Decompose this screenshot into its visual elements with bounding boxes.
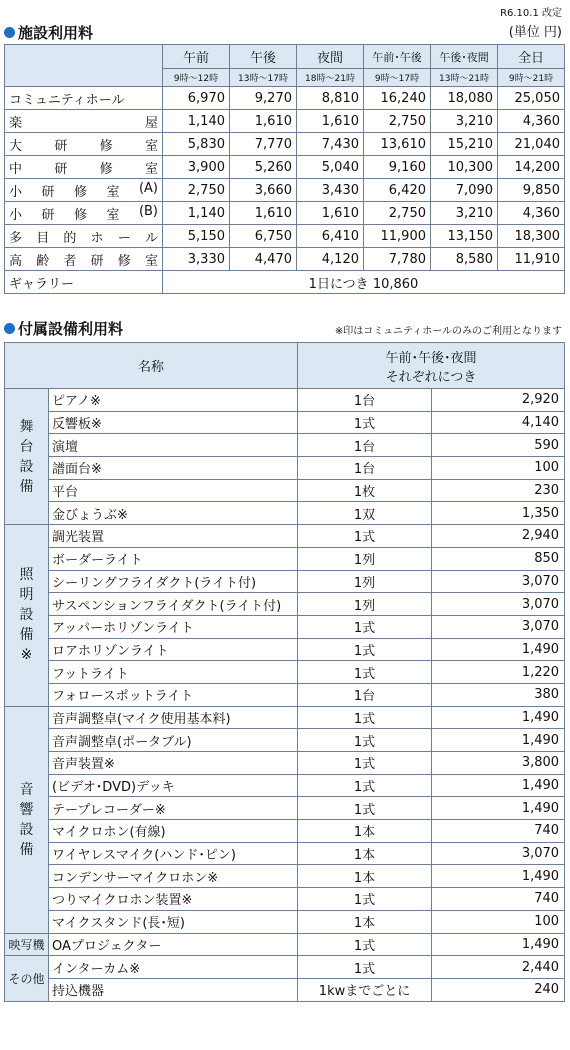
room-name-char: 齢 bbox=[36, 253, 50, 269]
equipment-name: 持込機器 bbox=[49, 978, 298, 1001]
revision-note: R6.10.1 改定 bbox=[500, 8, 562, 19]
gallery-row bbox=[5, 271, 565, 294]
group-label-char: 設 bbox=[19, 458, 34, 475]
col-header: 午後 bbox=[230, 45, 297, 69]
group-label: 映写機 bbox=[8, 937, 45, 952]
room-name bbox=[9, 181, 158, 200]
equipment-price: 1,490 bbox=[432, 933, 565, 956]
price-cell: 13,150 bbox=[431, 225, 498, 248]
group-label-char: 照 bbox=[19, 567, 34, 584]
price-cell: 2,750 bbox=[364, 202, 431, 225]
price-cell: 7,090 bbox=[431, 179, 498, 202]
price-cell: 6,410 bbox=[297, 225, 364, 248]
equipment-name: ワイヤレスマイク(ハンド･ピン) bbox=[49, 842, 298, 865]
group-label: その他 bbox=[8, 971, 45, 986]
room-name-char: 研 bbox=[54, 161, 68, 177]
equipment-name: (ビデオ･DVD)デッキ bbox=[49, 774, 298, 797]
room-name-char: 修 bbox=[99, 161, 113, 177]
group-label-cell bbox=[5, 956, 49, 1001]
price-cell: 1,610 bbox=[297, 110, 364, 133]
col-hours: 9時～17時 bbox=[364, 69, 431, 87]
equipment-name: 調光装置 bbox=[49, 525, 298, 548]
group-label-char: 備 bbox=[19, 478, 34, 495]
facility-fee-table bbox=[4, 44, 565, 294]
price-cell: 3,900 bbox=[163, 156, 230, 179]
equipment-qty: 1双 bbox=[298, 502, 432, 525]
room-name-char: 修 bbox=[117, 253, 131, 269]
room-name bbox=[9, 158, 158, 177]
room-name-cell bbox=[5, 271, 163, 294]
equipment-qty: 1式 bbox=[298, 797, 432, 820]
equipment-price: 4,140 bbox=[432, 411, 565, 434]
room-name-char: 屋 bbox=[144, 115, 158, 131]
equipment-price: 850 bbox=[432, 547, 565, 570]
equipment-row bbox=[5, 661, 565, 684]
price-cell: 3,430 bbox=[297, 179, 364, 202]
room-name-cell bbox=[5, 225, 163, 248]
equipment-price: 1,490 bbox=[432, 865, 565, 888]
equipment-qty: 1式 bbox=[298, 752, 432, 775]
equipment-row bbox=[5, 525, 565, 548]
equipment-fee-table bbox=[4, 342, 565, 1002]
equipment-qty: 1式 bbox=[298, 661, 432, 684]
room-name bbox=[9, 250, 158, 269]
equipment-name: つりマイクロホン装置※ bbox=[49, 888, 298, 911]
equipment-row bbox=[5, 502, 565, 525]
group-label-char: 舞 bbox=[19, 418, 34, 435]
room-name-cell bbox=[5, 110, 163, 133]
room-name: ギャラリー bbox=[9, 276, 75, 292]
equipment-qty: 1本 bbox=[298, 910, 432, 933]
equipment-qty: 1式 bbox=[298, 525, 432, 548]
price-cell: 1,610 bbox=[230, 202, 297, 225]
equipment-name: 譜面台※ bbox=[49, 457, 298, 480]
equipment-row bbox=[5, 434, 565, 457]
equipment-name: コンデンサーマイクロホン※ bbox=[49, 865, 298, 888]
price-cell: 5,040 bbox=[297, 156, 364, 179]
room-name-char: 室 bbox=[144, 138, 158, 154]
room-name-char: 研 bbox=[41, 184, 55, 200]
room-name: コミュニティホール bbox=[9, 92, 125, 108]
equipment-row bbox=[5, 411, 565, 434]
equipment-row bbox=[5, 752, 565, 775]
price-cell: 18,300 bbox=[498, 225, 565, 248]
equipment-qty: 1列 bbox=[298, 547, 432, 570]
room-name-char: ホ bbox=[90, 230, 104, 246]
price-cell: 1,140 bbox=[163, 110, 230, 133]
price-cell: 4,470 bbox=[230, 248, 297, 271]
price-cell: 2,750 bbox=[364, 110, 431, 133]
equipment-price: 2,440 bbox=[432, 956, 565, 979]
group-label-char: 備 bbox=[19, 627, 34, 644]
col-header: 夜間 bbox=[297, 45, 364, 69]
equipment-name: シーリングフライダクト(ライト付) bbox=[49, 570, 298, 593]
equipment-qty: 1式 bbox=[298, 888, 432, 911]
room-name bbox=[9, 204, 158, 223]
group-label-char: 設 bbox=[19, 821, 34, 838]
room-name-char: 高 bbox=[9, 253, 23, 269]
equipment-price: 3,070 bbox=[432, 615, 565, 638]
room-name-char: 室 bbox=[144, 161, 158, 177]
equipment-price: 1,220 bbox=[432, 661, 565, 684]
price-cell: 1,140 bbox=[163, 202, 230, 225]
equipment-price: 590 bbox=[432, 434, 565, 457]
equipment-row bbox=[5, 865, 565, 888]
group-label bbox=[5, 780, 48, 860]
price-cell: 4,360 bbox=[498, 202, 565, 225]
equipment-qty: 1式 bbox=[298, 956, 432, 979]
facility-row bbox=[5, 248, 565, 271]
equipment-name: フォロースポットライト bbox=[49, 683, 298, 706]
equipment-qty: 1本 bbox=[298, 842, 432, 865]
equipment-price: 3,070 bbox=[432, 593, 565, 616]
equipment-name: マイクスタンド(長･短) bbox=[49, 910, 298, 933]
equipment-qty: 1台 bbox=[298, 434, 432, 457]
price-cell: 6,970 bbox=[163, 87, 230, 110]
room-name-char: 中 bbox=[9, 161, 23, 177]
room-name bbox=[9, 112, 158, 131]
facility-row bbox=[5, 133, 565, 156]
equipment-price: 230 bbox=[432, 479, 565, 502]
room-name bbox=[9, 135, 158, 154]
price-header-line1: 午前･午後･夜間 bbox=[385, 350, 477, 366]
group-label-cell bbox=[5, 525, 49, 707]
price-cell: 11,900 bbox=[364, 225, 431, 248]
group-label bbox=[5, 565, 48, 665]
price-cell: 15,210 bbox=[431, 133, 498, 156]
equipment-header-row bbox=[5, 343, 565, 389]
group-label-char: 台 bbox=[19, 438, 34, 455]
equipment-qty: 1本 bbox=[298, 820, 432, 843]
room-name-char: ル bbox=[144, 230, 158, 246]
group-label-cell bbox=[5, 389, 49, 525]
equipment-qty: 1式 bbox=[298, 706, 432, 729]
equipment-row bbox=[5, 933, 565, 956]
price-cell: 8,580 bbox=[431, 248, 498, 271]
equipment-name: OAプロジェクター bbox=[49, 933, 298, 956]
room-name-cell bbox=[5, 87, 163, 110]
room-name-char: 修 bbox=[99, 138, 113, 154]
room-name-char: 大 bbox=[9, 138, 23, 154]
equipment-row bbox=[5, 638, 565, 661]
equipment-row bbox=[5, 706, 565, 729]
price-cell: 5,260 bbox=[230, 156, 297, 179]
room-name-cell bbox=[5, 202, 163, 225]
col-hours: 9時～12時 bbox=[163, 69, 230, 87]
equipment-price: 740 bbox=[432, 820, 565, 843]
price-cell: 10,300 bbox=[431, 156, 498, 179]
section-title-facility bbox=[4, 22, 93, 43]
equipment-row bbox=[5, 956, 565, 979]
section-title-equipment bbox=[4, 318, 123, 339]
equipment-qty: 1列 bbox=[298, 570, 432, 593]
room-name-char: ー bbox=[117, 230, 131, 246]
equipment-qty: 1本 bbox=[298, 865, 432, 888]
equipment-name: 音声装置※ bbox=[49, 752, 298, 775]
equipment-row bbox=[5, 389, 565, 412]
room-name-char: 小 bbox=[9, 207, 23, 223]
col-header: 午前 bbox=[163, 45, 230, 69]
equipment-price: 1,490 bbox=[432, 729, 565, 752]
price-cell: 3,210 bbox=[431, 110, 498, 133]
col-hours: 9時～21時 bbox=[498, 69, 565, 87]
group-label-cell bbox=[5, 933, 49, 956]
facility-row bbox=[5, 202, 565, 225]
equipment-name: ボーダーライト bbox=[49, 547, 298, 570]
equipment-name: サスペンションフライダクト(ライト付) bbox=[49, 593, 298, 616]
name-header: 名称 bbox=[5, 343, 298, 389]
room-name-char: (A) bbox=[138, 180, 158, 196]
price-cell: 5,150 bbox=[163, 225, 230, 248]
equipment-row bbox=[5, 729, 565, 752]
unit-label: (単位 円) bbox=[508, 25, 562, 40]
price-cell: 16,240 bbox=[364, 87, 431, 110]
equipment-qty: 1式 bbox=[298, 729, 432, 752]
room-name-cell bbox=[5, 156, 163, 179]
group-label-char: 明 bbox=[19, 587, 34, 604]
equipment-row bbox=[5, 615, 565, 638]
room-name bbox=[9, 227, 158, 246]
room-name-char: 修 bbox=[73, 207, 87, 223]
group-label-char: ※ bbox=[20, 647, 33, 664]
group-label-char: 備 bbox=[19, 841, 34, 858]
equipment-name: ロアホリゾンライト bbox=[49, 638, 298, 661]
col-hours: 18時～21時 bbox=[297, 69, 364, 87]
price-cell: 1,610 bbox=[297, 202, 364, 225]
price-cell: 4,360 bbox=[498, 110, 565, 133]
equipment-price: 2,940 bbox=[432, 525, 565, 548]
group-label-cell bbox=[5, 706, 49, 933]
equipment-price: 1,350 bbox=[432, 502, 565, 525]
equipment-row bbox=[5, 683, 565, 706]
room-name-char: 研 bbox=[41, 207, 55, 223]
equipment-qty: 1列 bbox=[298, 593, 432, 616]
equipment-name: ピアノ※ bbox=[49, 389, 298, 412]
equipment-row bbox=[5, 842, 565, 865]
equipment-row bbox=[5, 978, 565, 1001]
price-cell: 3,330 bbox=[163, 248, 230, 271]
price-cell: 1,610 bbox=[230, 110, 297, 133]
equipment-name: 反響板※ bbox=[49, 411, 298, 434]
header-blank-cell bbox=[5, 45, 163, 87]
equipment-price: 740 bbox=[432, 888, 565, 911]
price-cell: 21,040 bbox=[498, 133, 565, 156]
equipment-price: 1,490 bbox=[432, 706, 565, 729]
price-cell: 5,830 bbox=[163, 133, 230, 156]
price-cell: 4,120 bbox=[297, 248, 364, 271]
room-name-cell bbox=[5, 133, 163, 156]
price-cell: 25,050 bbox=[498, 87, 565, 110]
room-name-cell bbox=[5, 248, 163, 271]
facility-row bbox=[5, 87, 565, 110]
equipment-qty: 1kwまでごとに bbox=[298, 978, 432, 1001]
col-hours: 13時～21時 bbox=[431, 69, 498, 87]
section-title-text: 施設利用料 bbox=[18, 24, 94, 42]
col-header: 全日 bbox=[498, 45, 565, 69]
equipment-qty: 1台 bbox=[298, 389, 432, 412]
equipment-row bbox=[5, 888, 565, 911]
equipment-qty: 1台 bbox=[298, 457, 432, 480]
group-label bbox=[5, 417, 48, 497]
restriction-note: ※印はコミュニティホールのみのご利用となります bbox=[334, 326, 562, 337]
equipment-name: 演壇 bbox=[49, 434, 298, 457]
equipment-price: 3,070 bbox=[432, 842, 565, 865]
room-name-char: 的 bbox=[63, 230, 77, 246]
price-cell: 11,910 bbox=[498, 248, 565, 271]
room-name-char: 室 bbox=[106, 184, 120, 200]
equipment-price: 1,490 bbox=[432, 774, 565, 797]
room-name-char: 楽 bbox=[9, 115, 23, 131]
facility-row bbox=[5, 225, 565, 248]
price-cell: 7,780 bbox=[364, 248, 431, 271]
price-cell: 9,270 bbox=[230, 87, 297, 110]
equipment-price: 240 bbox=[432, 978, 565, 1001]
price-cell: 7,430 bbox=[297, 133, 364, 156]
equipment-qty: 1式 bbox=[298, 638, 432, 661]
equipment-price: 100 bbox=[432, 910, 565, 933]
room-name-char: 研 bbox=[54, 138, 68, 154]
price-header bbox=[298, 343, 565, 389]
room-name-char: 目 bbox=[36, 230, 50, 246]
facility-row bbox=[5, 156, 565, 179]
group-label-char: 響 bbox=[19, 801, 34, 818]
equipment-name: フットライト bbox=[49, 661, 298, 684]
col-header: 午後･夜間 bbox=[431, 45, 498, 69]
equipment-row bbox=[5, 774, 565, 797]
section-title-text: 付属設備利用料 bbox=[18, 320, 124, 338]
equipment-row bbox=[5, 910, 565, 933]
room-name-char: 室 bbox=[144, 253, 158, 269]
equipment-qty: 1式 bbox=[298, 774, 432, 797]
equipment-qty: 1式 bbox=[298, 615, 432, 638]
facility-row bbox=[5, 179, 565, 202]
gallery-price: 1日につき 10,860 bbox=[163, 271, 565, 294]
room-name-char: 小 bbox=[9, 184, 23, 200]
room-name-char: 室 bbox=[106, 207, 120, 223]
equipment-name: アッパーホリゾンライト bbox=[49, 615, 298, 638]
price-cell: 3,210 bbox=[431, 202, 498, 225]
price-cell: 18,080 bbox=[431, 87, 498, 110]
room-name-char: (B) bbox=[138, 203, 158, 219]
price-cell: 3,660 bbox=[230, 179, 297, 202]
equipment-price: 1,490 bbox=[432, 638, 565, 661]
price-cell: 6,420 bbox=[364, 179, 431, 202]
equipment-price: 3,800 bbox=[432, 752, 565, 775]
equipment-qty: 1台 bbox=[298, 683, 432, 706]
price-cell: 6,750 bbox=[230, 225, 297, 248]
equipment-row bbox=[5, 820, 565, 843]
bullet-icon bbox=[4, 323, 15, 334]
equipment-qty: 1式 bbox=[298, 411, 432, 434]
equipment-name: テープレコーダー※ bbox=[49, 797, 298, 820]
price-cell: 9,850 bbox=[498, 179, 565, 202]
equipment-row bbox=[5, 547, 565, 570]
equipment-price: 1,490 bbox=[432, 797, 565, 820]
facility-row bbox=[5, 110, 565, 133]
equipment-name: 平台 bbox=[49, 479, 298, 502]
equipment-qty: 1枚 bbox=[298, 479, 432, 502]
room-name-char: 修 bbox=[73, 184, 87, 200]
room-name-cell bbox=[5, 179, 163, 202]
equipment-price: 2,920 bbox=[432, 389, 565, 412]
equipment-row bbox=[5, 797, 565, 820]
price-cell: 13,610 bbox=[364, 133, 431, 156]
group-label-char: 設 bbox=[19, 607, 34, 624]
equipment-row bbox=[5, 457, 565, 480]
room-name-char: 者 bbox=[63, 253, 77, 269]
price-cell: 9,160 bbox=[364, 156, 431, 179]
equipment-row bbox=[5, 570, 565, 593]
equipment-name: 音声調整卓(ポータブル) bbox=[49, 729, 298, 752]
equipment-price: 100 bbox=[432, 457, 565, 480]
price-cell: 14,200 bbox=[498, 156, 565, 179]
price-header-line2: それぞれにつき bbox=[385, 369, 477, 385]
equipment-price: 380 bbox=[432, 683, 565, 706]
price-cell: 8,810 bbox=[297, 87, 364, 110]
price-cell: 2,750 bbox=[163, 179, 230, 202]
equipment-price: 3,070 bbox=[432, 570, 565, 593]
facility-header-row bbox=[5, 45, 565, 69]
equipment-row bbox=[5, 593, 565, 616]
col-header: 午前･午後 bbox=[364, 45, 431, 69]
equipment-name: 音声調整卓(マイク使用基本料) bbox=[49, 706, 298, 729]
equipment-name: インターカム※ bbox=[49, 956, 298, 979]
room-name-char: 多 bbox=[9, 230, 23, 246]
equipment-qty: 1式 bbox=[298, 933, 432, 956]
price-cell: 7,770 bbox=[230, 133, 297, 156]
equipment-row bbox=[5, 479, 565, 502]
room-name-char: 研 bbox=[90, 253, 104, 269]
bullet-icon bbox=[4, 27, 15, 38]
col-hours: 13時～17時 bbox=[230, 69, 297, 87]
equipment-name: 金びょうぶ※ bbox=[49, 502, 298, 525]
equipment-name: マイクロホン(有線) bbox=[49, 820, 298, 843]
group-label-char: 音 bbox=[19, 781, 34, 798]
